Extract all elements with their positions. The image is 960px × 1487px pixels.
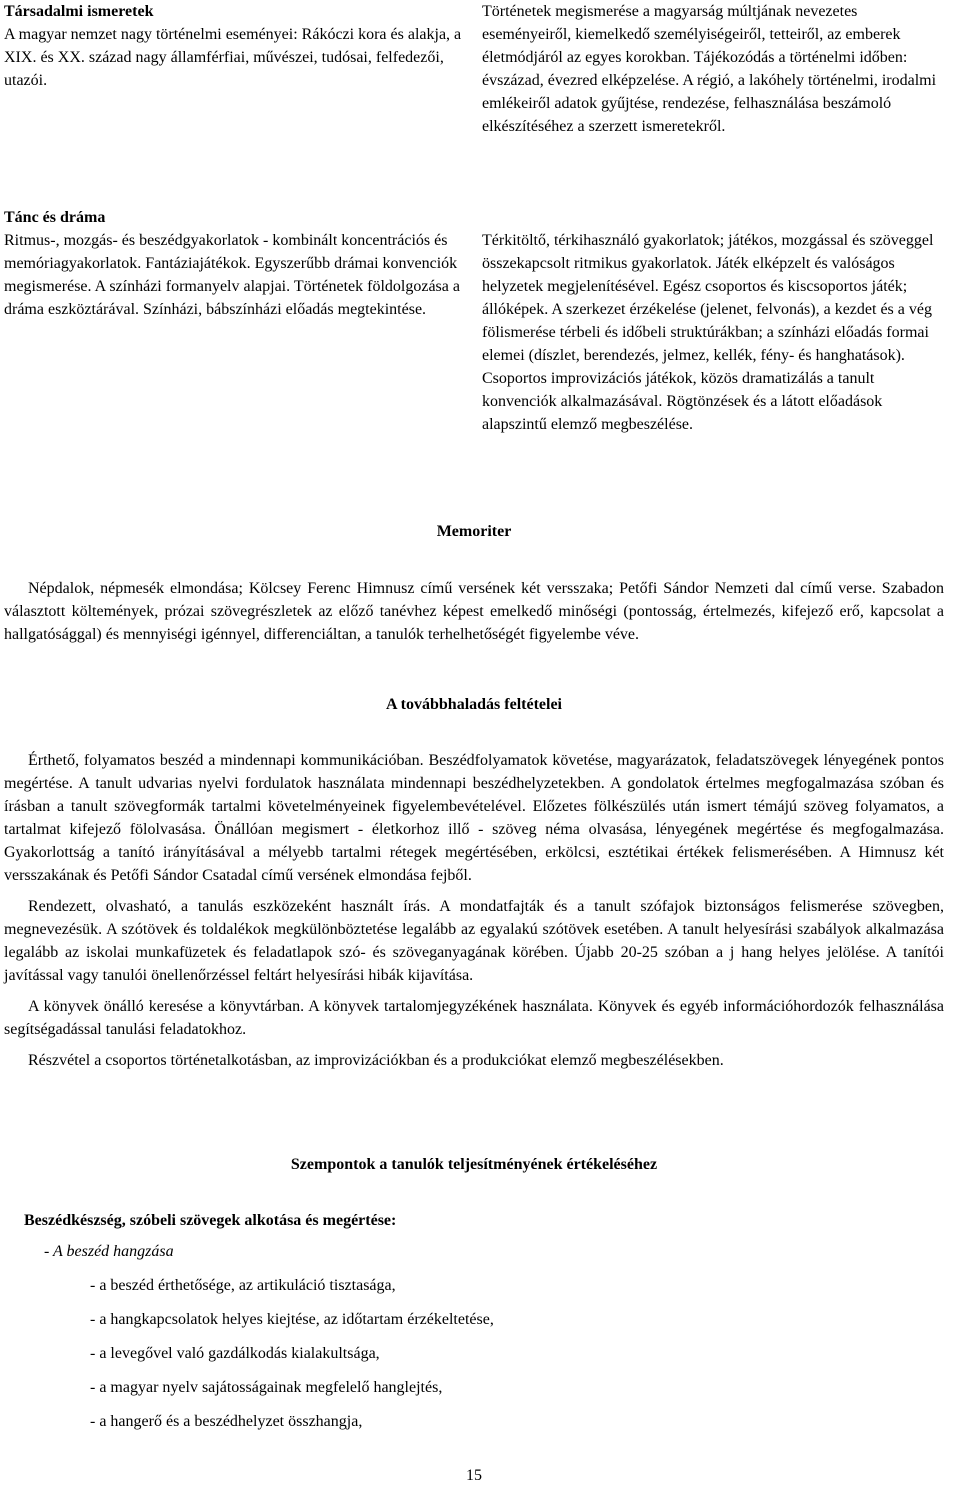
- memoriter-text: [4, 577, 944, 646]
- criteria-item: - a hangerő és a beszédhelyzet összhangja,: [90, 1413, 363, 1430]
- criteria-heading: Beszédkészség, szóbeli szövegek alkotása és megértése:: [24, 1212, 397, 1229]
- memoriter-title: Memoriter: [436, 523, 512, 540]
- tovabbhaladas-paragraph-2: Rendezett, olvasható, a tanulás eszközeként használt írás. A mondatfajták és a tanult szófajok biztonságos felismerése szövegben, megnevezésük. A szótövek és toldalékok megkülönböztetése legalább az egyalakú szótövek esetében. A tanult helyesírási szabályok alkalmazása legalább az iskolai munkafüzetek és feladatlapok szó- és szöveganyagának körében. Újabb 20-25 szóban a j hang helyes jelölése. A tanítói javítással vagy tanulói önellenőrzéssel feltárt helyesírási hibák kijavítása.: [4, 898, 944, 984]
- right-column: [482, 0, 944, 138]
- section-content: A magyar nemzet nagy történelmi eseményei: Rákóczi kora és alakja, a XIX. és XX. század nagy államférfiai, művészei, tudósai, felfedezői, utazói.: [4, 26, 462, 89]
- criteria-subheading: - A beszéd hangzása: [44, 1243, 174, 1260]
- criteria-item: - a hangkapcsolatok helyes kiejtése, az időtartam érzékeltetése,: [90, 1311, 494, 1328]
- tovabbhaladas-paragraph-3: A könyvek önálló keresése a könyvtárban. A könyvek tartalomjegyzékének használata. Könyvek és egyéb információhordozók felhasználása segítségadással tanulási feladatokhoz.: [4, 998, 944, 1038]
- tovabbhaladas-paragraph-1: Érthető, folyamatos beszéd a mindennapi kommunikációban. Beszédfolyamatok követése, magyarázatok, feladatszövegek lényegének pontos megértése. A tanult udvarias nyelvi fordulatok használata mindennapi beszédhelyzetekben. A gondolatok értelmes megfogalmazása szóban és írásban a tanult szövegformák tartalmi követelményeinek figyelembevételével. Előzetes fölkészülés után ismert témájú szöveg folyamatos, a tartalmat kifejező fölolvasása. Önállóan megismert - életkorhoz illő - szöveg néma olvasása, lényegének megértése és megfogalmazása. Gyakorlottság a tanító irányításával a mélyebb tartalmi rétegek megértésében, erkölcsi, esztétikai értékek felismerésében. A Himnusz két versszakának és Petőfi Sándor Csatadal című versének elmondása fejből.: [4, 752, 944, 884]
- activity-description: Térkitöltő, térkihasználó gyakorlatok; játékos, mozgással és szöveggel összekapcsolt ritmikus gyakorlatok. Játék elképzelt és valóságos helyzetek megjelenítésével. Egész csoportos és kiscsoportos játék; állóképek. A szerkezet érzékelése (jelenet, felvonás), a kezdet és a vég fölismerése térbeli és időbeli struktúrákban; a színházi előadás formai elemei (díszlet, berendezés, jelmez, kellék, fény- és hanghatások). Csoportos improvizációs játékok, közös dramatizálás a tanult konvenciók alkalmazásával. Rögtönzések és a látott előadások alapszintű elemző megbeszélése.: [482, 232, 934, 433]
- section-title: Társadalmi ismeretek: [4, 3, 154, 20]
- section-content: Ritmus-, mozgás- és beszédgyakorlatok - kombinált koncentrációs és memóriagyakorlatok. Fantáziajátékok. Egyszerűbb drámai konvenciók megismerése. A színházi formanyelv alapjai. Történetek földolgozása a dráma eszköztárával. Színházi, bábszínházi előadás megtekintése.: [4, 232, 460, 318]
- section-title: Tánc és dráma: [4, 209, 106, 226]
- tovabbhaladas-paragraph-4: Részvétel a csoportos történetalkotásban, az improvizációkban és a produkciókat elemző megbeszélésekben.: [28, 1052, 724, 1069]
- activity-description: Történetek megismerése a magyarság múltjának nevezetes eseményeiről, kiemelkedő személyiségeiről, tetteiről, az emberek életmódjáról az egyes korokban. Tájékozódás a történelmi időben: évszázad, évezred elképzelése. A régió, a lakóhely történelmi, irodalmi emlékeiről adatok gyűjtése, rendezése, felhasználása beszámoló elkészítéséhez a szerzett ismeretekről.: [482, 3, 937, 135]
- left-column: [4, 206, 464, 321]
- criteria-item: - a beszéd érthetősége, az artikuláció tisztasága,: [90, 1277, 396, 1294]
- tovabbhaladas-title: A továbbhaladás feltételei: [386, 696, 562, 713]
- left-column: [4, 0, 464, 92]
- szempontok-title: Szempontok a tanulók teljesítményének értékeléséhez: [290, 1156, 658, 1173]
- criteria-item: - a levegővel való gazdálkodás kialakultsága,: [90, 1345, 380, 1362]
- right-column: [482, 229, 944, 436]
- memoriter-paragraph: Népdalok, népmesék elmondása; Kölcsey Ferenc Himnusz című versének két versszaka; Petőfi Sándor Nemzeti dal című verse. Szabadon választott költemények, prózai szövegrészletek az előző tanévhez képest emelkedő minőségi (pontosság, értelmezés, kifejező erő, kapcsolat a hallgatósággal) és mennyiségi igénnyel, differenciáltan, a tanulók terhelhetőségét figyelembe véve.: [4, 580, 944, 643]
- assessment-criteria: [4, 1209, 944, 1433]
- criteria-item: - a magyar nyelv sajátosságainak megfelelő hanglejtés,: [90, 1379, 443, 1396]
- page-number: 15: [466, 1467, 482, 1484]
- tovabbhaladas-text: [4, 749, 944, 1072]
